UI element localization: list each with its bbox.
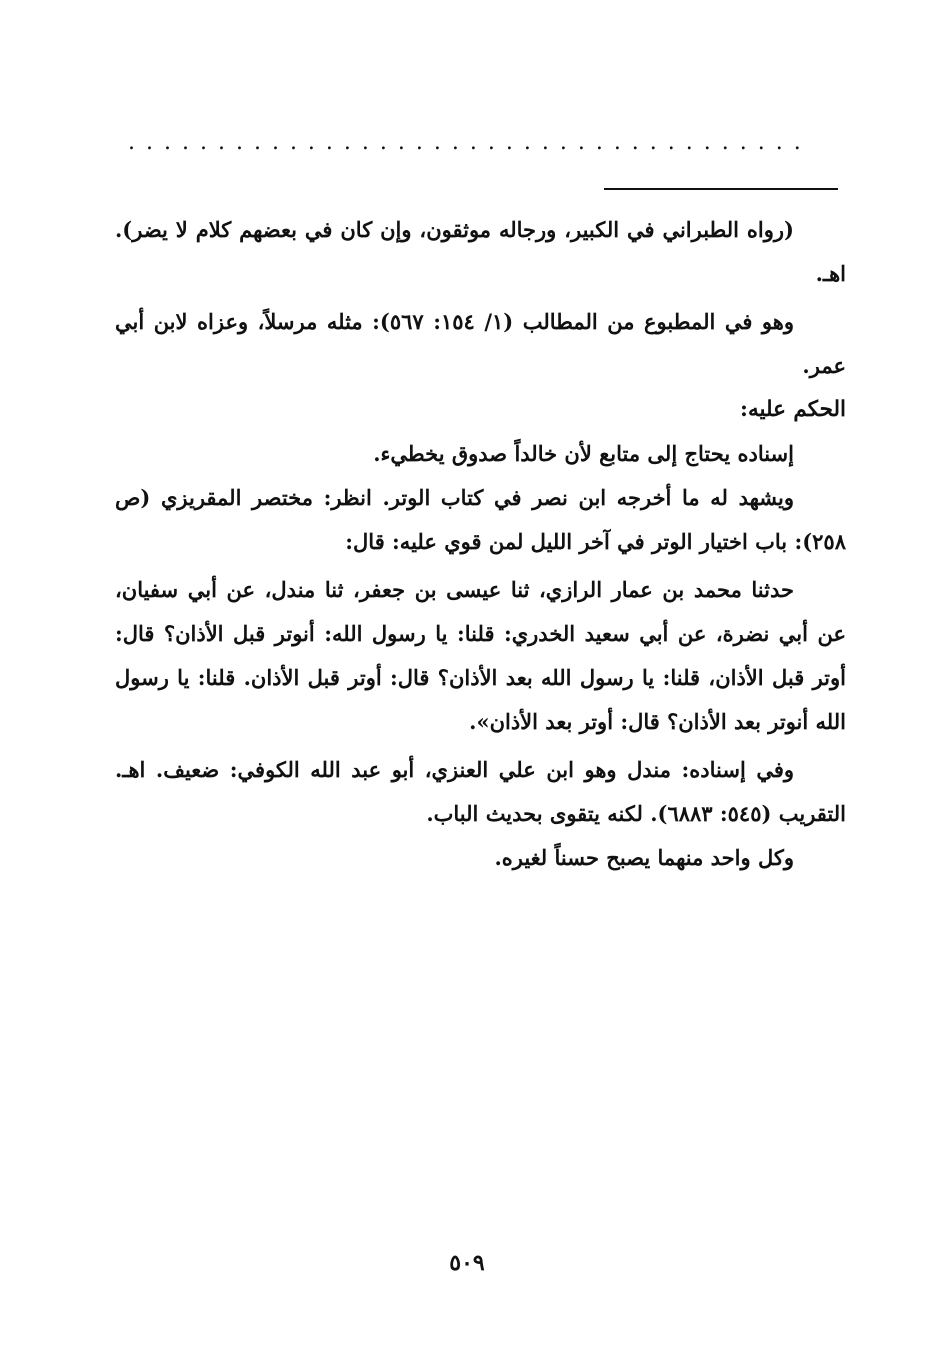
paragraph-conclusion: وكل واحد منهما يصبح حسناً لغيره. bbox=[494, 845, 794, 870]
paragraph-quote: (رواه الطبراني في الكبير، ورجاله موثقون، وإن كان في بعضهم كلام لا يضر). اهـ. bbox=[115, 217, 846, 286]
paragraph-matalib: وهو في المطبوع من المطالب (١/ ١٥٤: ٥٦٧): مثله مرسلاً، وعزاه لابن أبي عمر. bbox=[115, 309, 846, 378]
page-number: ٥٠٩ bbox=[449, 1250, 485, 1276]
page-body bbox=[115, 208, 846, 880]
paragraph-isnad: وفي إسناده: مندل وهو ابن علي العنزي، أبو عبد الله الكوفي: ضعيف. اهـ. التقريب (٥٤٥: ٦٨٨٣). لكنه يتقوى بحديث الباب. bbox=[115, 757, 846, 826]
dotted-separator: ...................................... bbox=[128, 130, 812, 155]
paragraph-ruling: إسناده يحتاج إلى متابع لأن خالداً صدوق يخطيء. bbox=[373, 441, 794, 466]
paragraph-witness: ويشهد له ما أخرجه ابن نصر في كتاب الوتر. انظر: مختصر المقريزي (ص ٢٥٨): باب اختيار الوتر في آخر الليل لمن قوي عليه: قال: bbox=[115, 485, 846, 554]
section-heading: الحكم عليه: bbox=[740, 397, 846, 422]
footnote-rule bbox=[604, 188, 838, 190]
paragraph-hadith: حدثنا محمد بن عمار الرازي، ثنا عيسى بن جعفر، ثنا مندل، عن أبي سفيان، عن أبي نضرة، عن أبي سعيد الخدري: قلنا: يا رسول الله: أنوتر قبل الأذان؟ قال: أوتر قبل الأذان، قلنا: يا رسول الله بعد الأذان؟ قال: أوتر قبل الأذان. قلنا: يا رسول الله أنوتر بعد الأذان؟ قال: أوتر بعد الأذان». bbox=[115, 577, 846, 734]
